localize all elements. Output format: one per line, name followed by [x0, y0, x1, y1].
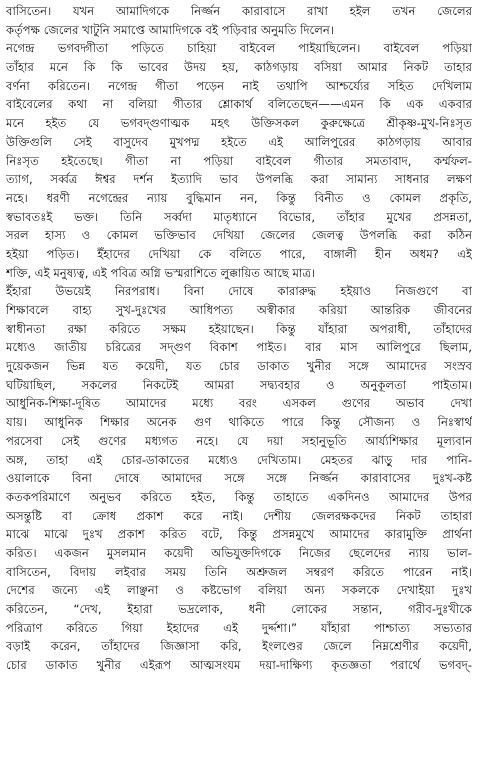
text-line: নহে। ধরণী নগেন্দ্রের ন্যায় বুদ্ধিমান নন, কিন্তু বিনীত ও কোমল প্রকৃতি,	[6, 190, 472, 205]
text-line: কতকপরিমাণে অনুভব করিতে হইত, কিন্তু তাহাতে একদিনও আমাদের উপর	[6, 489, 472, 504]
text-line: অসন্তুষ্টি বা ক্রোধ প্রকাশ করে নাই। দেশীয় জেলরক্ষকদের নিকট তাহারা	[6, 508, 472, 523]
text-line: সরল হাস্য ও কোমল ভক্তিভাব দেখিয়া জেলের জেলত্ব উপলব্ধি করা কঠিন	[6, 228, 472, 243]
text-line: চোর ডাকাত খুনীর এইরূপ আত্মসংযম দয়া-দাক্ষিণ্য কৃতজ্ঞতা পরার্থে ভগবদ্-	[6, 658, 472, 673]
text-line: স্বাধীনতা রক্ষা করিতে সক্ষম হইয়াছেন। কিন্তু যাঁহারা অপরাধী, তাঁহাদের	[6, 321, 472, 336]
text-line: বাসিতেন। যখন আমাদিগকে নির্জ্জন কারাবাসে রাখা হইল তখন জেলের	[6, 4, 472, 18]
text-line: আধুনিক-শিক্ষা-দূষিত আমাদের মধ্যে বরং এসকল গুণের অভাব দেখা	[6, 396, 472, 411]
text-line: স্বভাবতঃই ভক্ত। তিনি সর্ব্বদা মাতৃধ্যানে বিভোর, তাঁহার মুখের প্রসন্নতা,	[6, 209, 472, 224]
text-line: যায়। আধুনিক শিক্ষার অনেক গুণ থাকিতে পারে কিন্তু সৌজন্য ও নিঃস্বার্থ	[6, 415, 472, 430]
text-line: করিতেন, “দেখ, ইহারা ভদ্রলোক, ধনী লোকের সন্তান, গরীব-দুঃখীকে	[6, 602, 472, 616]
text-line: বাইবেলের কথা না বলিয়া গীতার শ্লোকার্থ বলিতেছেন——এমন কি এক একবার	[6, 97, 472, 112]
text-line: করিত। একজন মুসলমান কয়েদী অভিযুক্তদিগকে নিজের ছেলেদের ন্যায় ভাল-	[6, 545, 472, 560]
text-line: উক্তিগুলি সেই বাসুদেব মুখপদ্ম হইতে এই আলিপুরের কাঠগড়ায় আবার	[6, 134, 472, 149]
text-line: ঘটিয়াছিল, সকলের নিকটেই আমরা সদ্ব্যবহার ও অনুকূলতা পাইতাম।	[6, 377, 472, 392]
text-line: মধ্যেও জাতীয় চরিত্রের সদ্গুণ বিকাশ পাইত। বার মাস আলিপুরে ছিলাম,	[6, 340, 472, 355]
text-line: ওয়ালাকে বিনা দোষে আমাদের সঙ্গে সঙ্গে নির্জ্জন কারাবাসের দুঃখ-কষ্ট	[6, 471, 472, 486]
text-line: পরিত্রাণ করিতে গিয়া ইহাদের এই দুর্দ্দশা।” যাঁহারা পাশ্চাত্য সভ্যতার	[6, 620, 472, 635]
text-line: বাসিতেন, বিদায় লইবার সময় তিনি অশ্রুজল সম্বরণ করিতে পারেন নাই।	[6, 564, 472, 579]
text-line: পরসেবা সেই গুণের মধ্যগত নহে। যে দয়া সহানুভূতি আর্য্যশিক্ষার মূল্যবান	[6, 433, 472, 448]
text-line: বর্ণনা করিতেন। নগেন্দ্র গীতা পড়েন নাই তথাপি আশ্চর্য্যের সহিত দেখিলাম	[6, 78, 472, 93]
text-line: বড়াই করেন, তাঁহাদের জিজ্ঞাসা করি, ইংলণ্ডের জেলে নিম্নশ্রেণীর কয়েদী,	[6, 639, 472, 654]
text-line: মনে হইত যে ভগবদ্গুণাত্মক মহৎ উক্তিসকল কুরুক্ষেত্রে শ্রীকৃষ্ণ-মুখ-নিঃসৃত	[6, 116, 472, 131]
text-line: ত্যাগ, সর্ব্বত্র ঈশ্বর দর্শন ইত্যাদি ভাব উপলব্ধি করা সামান্য সাধনার লক্ষণ	[6, 172, 472, 187]
text-line: ইঁহারা উভয়েই নিরপরাধ। বিনা দোষে কারারুদ্ধ হইয়াও নিজগুণে বা	[6, 284, 472, 299]
text-line: কর্তৃপক্ষ জেলের খাটুনি সমাপ্তে আমাদিগকে বই পড়িবার অনুমতি দিলেন।	[6, 22, 334, 37]
text-line: অঙ্গ, তাহা এই চোর-ডাকাতের মধ্যেও দেখিতাম। মেহতর ঝাড়ু দার পানি-	[6, 452, 472, 467]
text-line: মাঝে মাঝে দুঃখ প্রকাশ করিত বটে, কিন্তু প্রসন্নমুখে আমাদের কারামুক্তি প্রার্থনা	[6, 527, 472, 542]
text-line: দুয়েকজন ভিন্ন যত কয়েদী, যত চোর ডাকাত খুনীর সঙ্গে আমাদের সংস্রব	[6, 359, 472, 374]
text-line: নিঃসৃত হইতেছে। গীতা না পড়িয়া বাইবেল গীতার সমতাবাদ, কর্ম্মফল-	[6, 153, 472, 168]
text-line: শিক্ষাবলে বাহ্য সুখ-দুঃখের আধিপত্য অস্বীকার করিয়া আন্তরিক জীবনের	[6, 303, 472, 317]
text-line: হইয়া পড়িত। ইঁহাদের দেখিয়া কে বলিতে পারে, বাঙ্গালী হীন অধম? এই	[6, 246, 472, 261]
text-line: দেশের জন্যে এই লাঞ্ছনা ও কষ্টভোগ বলিয়া অন্য সকলকে দেখাইয়া দুঃখ	[6, 583, 472, 598]
text-line: শক্তি, এই মনুষ্যত্ব, এই পবিত্র অগ্নি ভস্মরাশিতে লুক্কায়িত আছে মাত্র।	[6, 265, 315, 280]
text-line: নগেন্দ্র ভগবদ্গীতা পড়িতে চাহিয়া বাইবেল পাইয়াছিলেন। বাইবেল পড়িয়া	[6, 41, 472, 56]
text-line: তাঁহার মনে কি কি ভাবের উদয় হয়, কাঠগড়ায় বসিয়া আমার নিকট তাহার	[6, 60, 472, 75]
